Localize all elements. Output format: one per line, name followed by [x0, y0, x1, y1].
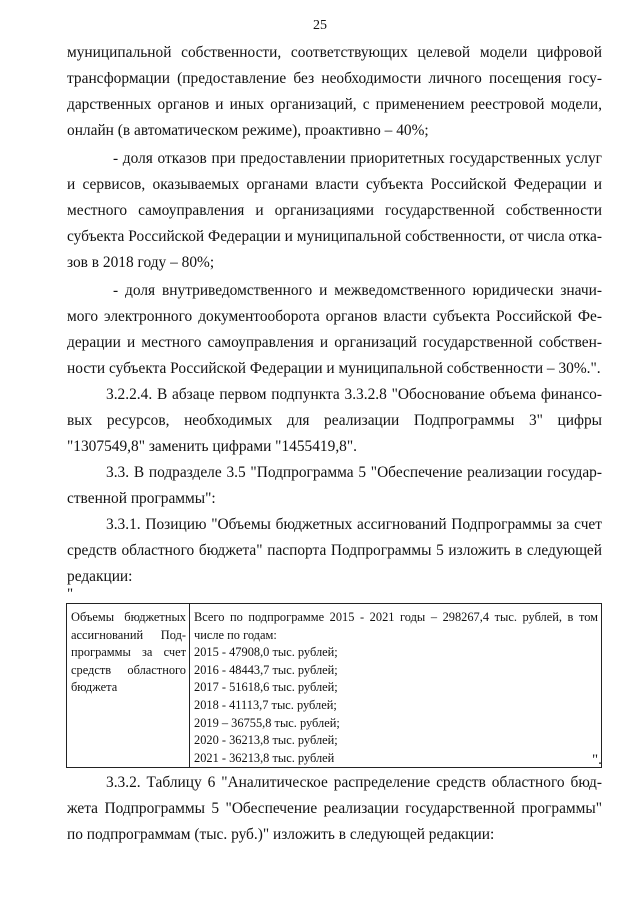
text-line: онлайн (в автоматическом режиме), проактивно – 40%; [67, 122, 429, 139]
text-line: муниципальной собственности, соответствующих целевой модели цифровой [67, 44, 602, 61]
label-line: бюджета [71, 680, 118, 695]
text-line: трансформации (предоставление без необходимости личного посещения госу- [67, 70, 602, 87]
value-line: 2020 - 36213,8 тыс. рублей; [194, 733, 338, 748]
text-line: по подпрограммам (тыс. руб.)" изложить в следующей редакции: [67, 826, 495, 843]
label-line: ассигнований Под- [71, 627, 186, 642]
opening-quote: " [67, 586, 74, 602]
text-line: вых ресурсов, необходимых для реализации Подпрограммы 3" цифры [67, 412, 602, 429]
text-line: местного самоуправления и организациями государственной собственности [67, 202, 602, 219]
value-line: 2018 - 41113,7 тыс. рублей; [194, 697, 337, 712]
closing-quote: ". [592, 752, 602, 768]
value-line: 2021 - 36213,8 тыс. рублей [194, 750, 335, 765]
value-line: 2016 - 48443,7 тыс. рублей; [194, 662, 338, 677]
text-line: - доля внутриведомственного и межведомственного юридически значи- [113, 282, 602, 299]
text-line: 3.3.2. Таблицу 6 "Аналитическое распределение средств областного бюд- [106, 774, 602, 791]
text-line: ственной программы": [67, 490, 216, 507]
text-line: дарственных органов и иных организаций, с применением реестровой модели, [67, 96, 602, 113]
text-line: редакции: [67, 568, 133, 585]
text-line: дерации и местного самоуправления и организаций государственной собствен- [67, 334, 602, 351]
text-line: 3.2.2.4. В абзаце первом подпункта 3.3.2.8 "Обоснование объема финансо- [106, 386, 602, 403]
text-line: мого электронного документооборота органов власти субъекта Российской Фе- [67, 308, 602, 325]
value-line: 2019 – 36755,8 тыс. рублей; [194, 715, 340, 730]
label-line: средств областного [71, 662, 186, 677]
value-line: числе по годам: [194, 627, 277, 642]
value-line: Всего по подпрограмме 2015 - 2021 годы – 298267,4 тыс. рублей, в том [194, 610, 598, 624]
table-row [67, 604, 602, 768]
page-number: 25 [313, 18, 327, 33]
table-label-cell [67, 604, 190, 768]
label-line: программы за счет [71, 645, 186, 660]
table-value-cell [190, 604, 602, 768]
value-line: 2017 - 51618,6 тыс. рублей; [194, 680, 338, 695]
value-line: 2015 - 47908,0 тыс. рублей; [194, 645, 338, 660]
text-line: и сервисов, оказываемых органами власти субъекта Российской Федерации и [67, 176, 602, 193]
text-line: "1307549,8" заменить цифрами "1455419,8". [67, 438, 357, 455]
text-line: средств областного бюджета" паспорта Подпрограммы 5 изложить в следующей [67, 542, 602, 559]
text-line: 3.3. В подразделе 3.5 "Подпрограмма 5 "Обеспечение реализации государ- [106, 464, 602, 481]
text-line: 3.3.1. Позицию "Объемы бюджетных ассигнований Подпрограммы за счет [106, 516, 602, 533]
label-line: Объемы бюджетных [71, 610, 186, 624]
text-line: - доля отказов при предоставлении приоритетных государственных услуг [113, 150, 602, 167]
text-line: жета Подпрограммы 5 "Обеспечение реализации государственной программы" [67, 800, 602, 817]
text-line: зов в 2018 году – 80%; [67, 254, 215, 271]
text-line: ности субъекта Российской Федерации и муниципальной собственности – 30%.". [67, 360, 601, 377]
text-line: субъекта Российской Федерации и муниципальной собственности, от числа отка- [67, 228, 602, 245]
passport-table [66, 603, 602, 768]
